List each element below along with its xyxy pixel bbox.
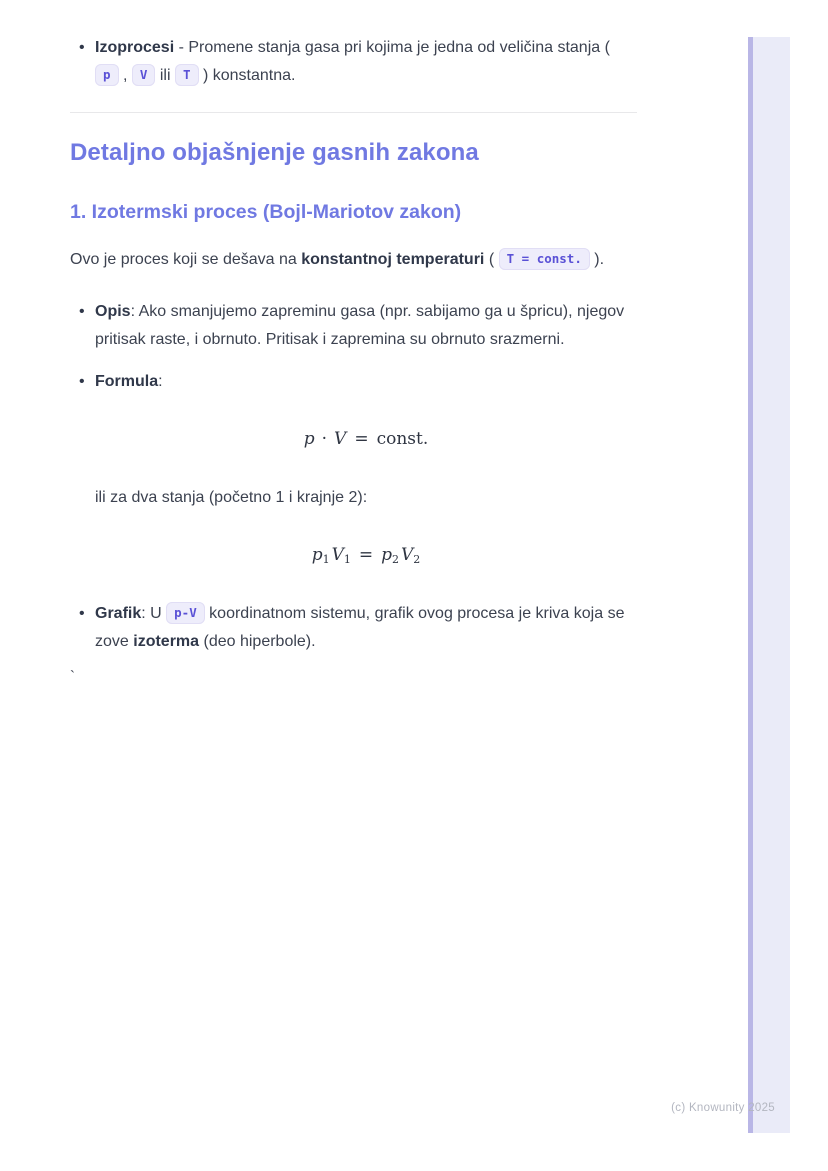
list-item-grafik xyxy=(70,600,637,656)
math-sub-1: 1 xyxy=(322,552,330,566)
scrollbar-track[interactable] xyxy=(748,37,790,1133)
math-const: const. xyxy=(376,429,429,449)
list-item-text: ) konstantna. xyxy=(198,67,296,84)
math-cdot: · xyxy=(321,429,328,449)
list-item-text: - Promene stanja gasa pri kojima je jedna od veličina stanja ( xyxy=(174,39,610,56)
math-formula-pv-const xyxy=(95,425,637,455)
math-equals: = xyxy=(358,544,374,565)
stray-backtick-text: ` xyxy=(70,667,75,685)
math-var-p: p xyxy=(303,429,315,449)
list-item-text: , xyxy=(118,67,132,84)
inline-code-t-const: T = const. xyxy=(499,248,590,270)
math-sub-2: 2 xyxy=(413,552,421,566)
list-item-text: koordinatnom sistemu, grafik ovog procesa je kriva koja se zove xyxy=(95,604,625,650)
list-item-text: : Ako smanjujemo zapreminu gasa (npr. sabijamo ga u špricu), njegov pritisak raste, i obrnuto. Pritisak i zapremina su obrnuto srazmerni. xyxy=(95,303,625,348)
list-item-text: ili xyxy=(155,67,175,84)
math-sub-1: 1 xyxy=(343,552,351,566)
math-equals: = xyxy=(354,429,369,449)
bold-konstantnoj-temperaturi: konstantnoj temperaturi xyxy=(301,251,485,268)
list-item-izoprocesi xyxy=(70,34,637,90)
inline-code-p: p xyxy=(95,64,119,86)
list-item-text: (deo hiperbole). xyxy=(199,632,316,650)
paragraph-text: Ovo je proces koji se dešava na xyxy=(70,251,302,268)
list-item-opis xyxy=(70,298,637,354)
math-var-v: V xyxy=(334,429,347,449)
formula-between-text: ili za dva stanja (početno 1 i krajnje 2): xyxy=(95,488,368,506)
list-item-text: : U xyxy=(141,604,167,622)
inline-code-v: V xyxy=(132,64,156,86)
bullet-list xyxy=(70,298,637,656)
inline-code-p-v: p-V xyxy=(166,602,205,624)
subsection-heading: 1. Izotermski proces (Bojl-Mariotov zakon) xyxy=(70,201,462,223)
math-sub-2: 2 xyxy=(392,552,400,566)
section-heading: Detaljno objašnjenje gasnih zakona xyxy=(70,139,479,166)
list-item-formula xyxy=(70,368,637,571)
math-formula-p1v1-p2v2 xyxy=(95,541,637,571)
math-var-p1: p xyxy=(311,544,323,565)
footer-copyright: (c) Knowunity 2025 xyxy=(671,1102,775,1114)
inline-code-t: T xyxy=(175,64,199,86)
paragraph-text: ). xyxy=(589,251,605,268)
math-var-v2: V xyxy=(401,544,414,565)
scrollbar-thumb[interactable] xyxy=(748,37,753,1133)
term-opis: Opis xyxy=(95,303,131,320)
paragraph-text: ( xyxy=(484,251,499,268)
list-item-text: : xyxy=(158,373,163,390)
term-izoterma: izoterma xyxy=(133,632,200,650)
term-izoprocesi: Izoprocesi xyxy=(95,39,175,56)
term-formula: Formula xyxy=(95,373,159,390)
intro-paragraph xyxy=(70,246,637,274)
document-content xyxy=(70,34,637,685)
term-grafik: Grafik xyxy=(95,604,142,622)
math-var-p2: p xyxy=(381,544,393,565)
math-var-v1: V xyxy=(331,544,344,565)
section-divider xyxy=(70,112,637,113)
